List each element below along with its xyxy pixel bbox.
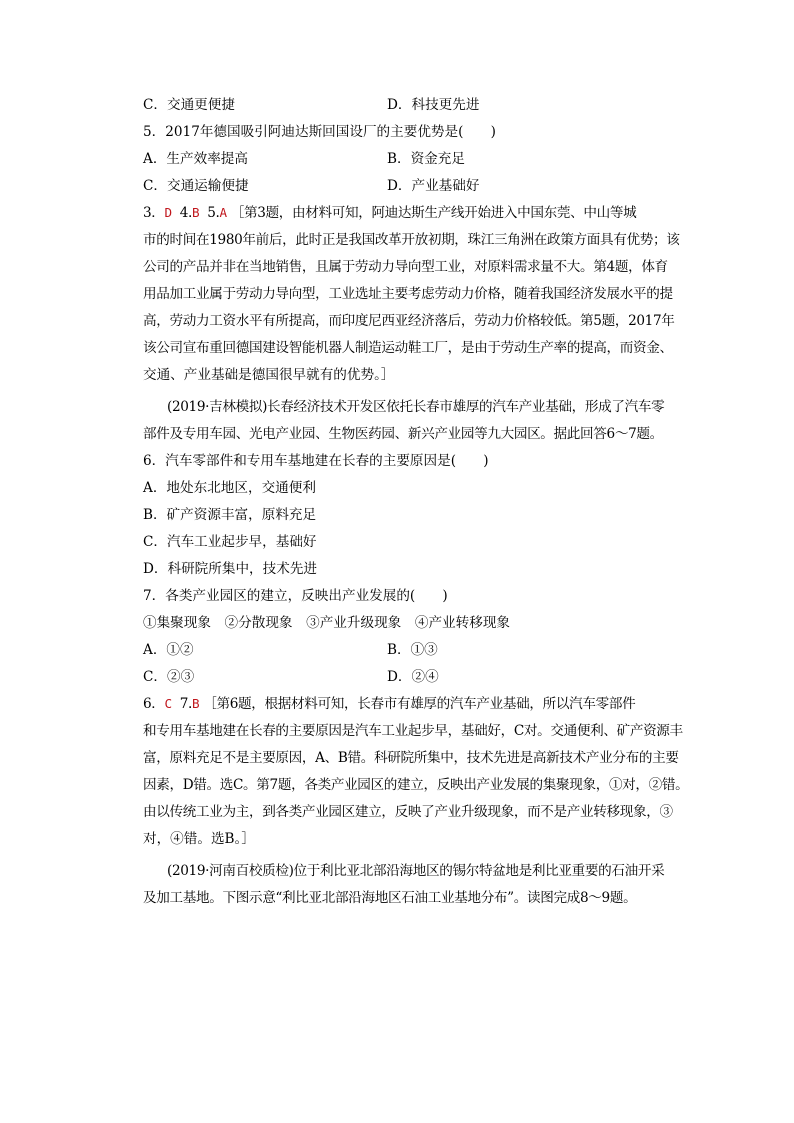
answer-3-5-line-4: 用品加工业属于劳动力导向型，工业选址主要考虑劳动力价格，随着我国经济发展水平的提 (143, 286, 673, 302)
answer-label-7: 7. (179, 696, 193, 712)
q5-option-b: B．资金充足 (387, 151, 465, 167)
passage-6-7-line-2: 部件及专用车园、光电产业园、生物医药园、新兴产业园等九大园区。据此回答6～7题。 (143, 426, 663, 442)
answer-key-4: B (192, 205, 200, 220)
answer-key-7: B (192, 696, 200, 711)
answer-key-5: A (219, 205, 227, 220)
passage-6-7-line-1: (2019·吉林模拟)长春经济技术开发区依托长春市雄厚的汽车产业基础，形成了汽车零 (167, 399, 665, 415)
q6-option-b: B．矿产资源丰富，原料充足 (143, 507, 317, 523)
q7-option-b: B．①③ (387, 642, 438, 658)
q7-option-a: A．①② (143, 642, 194, 658)
answer-6-7-line-1 (143, 694, 635, 714)
answer-3-5-line-6: 该公司宣布重回德国建设智能机器人制造运动鞋工厂，是由于劳动生产率的提高，而资金、 (143, 340, 673, 356)
q6-stem: 6．汽车零部件和专用车基地建在长春的主要原因是( ) (143, 453, 489, 469)
q4-option-c: C．交通更便捷 (143, 97, 235, 113)
q4-option-d: D．科技更先进 (387, 97, 480, 113)
q5-option-d: D．产业基础好 (387, 178, 480, 194)
passage-8-9-line-2: 及加工基地。下图示意“利比亚北部沿海地区石油工业基地分布”。读图完成8～9题。 (143, 890, 637, 906)
q7-items: ①集聚现象 ②分散现象 ③产业升级现象 ④产业转移现象 (143, 615, 511, 631)
answer-3-5-line-7: 交通、产业基础是德国很早就有的优势。］ (143, 367, 395, 383)
answer-key-3: D (164, 205, 172, 220)
passage-8-9-line-1: (2019·河南百校质检)位于利比亚北部沿海地区的锡尔特盆地是利比亚重要的石油开采 (167, 863, 665, 879)
q5-option-a: A．生产效率提高 (143, 151, 248, 167)
q5-stem: 5．2017年德国吸引阿迪达斯回国设厂的主要优势是( ) (143, 124, 496, 140)
answer-label-5: 5. (207, 205, 220, 221)
answer-6-7-explanation-start: ［第6题，根据材料可知，长春市有雄厚的汽车产业基础，所以汽车零部件 (203, 696, 636, 712)
answer-3-5-line-5: 高，劳动力工资水平有所提高，而印度尼西亚经济落后，劳动力价格较低。第5题，2017年 (143, 313, 675, 329)
q7-stem: 7．各类产业园区的建立，反映出产业发展的( ) (143, 588, 448, 604)
answer-3-5-line-1 (143, 203, 636, 223)
answer-6-7-line-3: 富，原料充足不是主要原因，A、B错。科研院所集中，技术先进是高新技术产业分布的主要 (143, 750, 679, 766)
answer-6-7-line-4: 因素，D错。选C。第7题，各类产业园区的建立，反映出产业发展的集聚现象，①对，②错。 (143, 777, 689, 793)
answer-6-7-line-5: 由以传统工业为主，到各类产业园区建立，反映了产业升级现象，而不是产业转移现象，③ (143, 804, 673, 820)
q6-option-d: D．科研院所集中，技术先进 (143, 561, 318, 577)
answer-label-4: 4. (179, 205, 193, 221)
q6-option-a: A．地处东北地区，交通便利 (143, 480, 316, 496)
answer-label-6: 6． (143, 696, 165, 712)
q7-option-c: C．②③ (143, 669, 195, 685)
q7-option-d: D．②④ (387, 669, 439, 685)
answer-label-3: 3． (143, 205, 165, 221)
q6-option-c: C．汽车工业起步早，基础好 (143, 534, 317, 550)
answer-key-6: C (164, 696, 172, 711)
q5-option-c: C．交通运输便捷 (143, 178, 249, 194)
answer-3-5-line-2: 市的时间在1980年前后，此时正是我国改革开放初期，珠江三角洲在政策方面具有优势；该 (143, 232, 680, 248)
answer-3-5-line-3: 公司的产品并非在当地销售，且属于劳动力导向型工业，对原料需求量不大。第4题，体育 (143, 259, 668, 275)
answer-6-7-line-6: 对，④错。选B。］ (143, 831, 255, 847)
answer-3-5-explanation-start: ［第3题，由材料可知，阿迪达斯生产线开始进入中国东莞、中山等城 (230, 205, 637, 221)
answer-6-7-line-2: 和专用车基地建在长春的主要原因是汽车工业起步早，基础好，C对。交通便利、矿产资源丰 (143, 723, 683, 739)
